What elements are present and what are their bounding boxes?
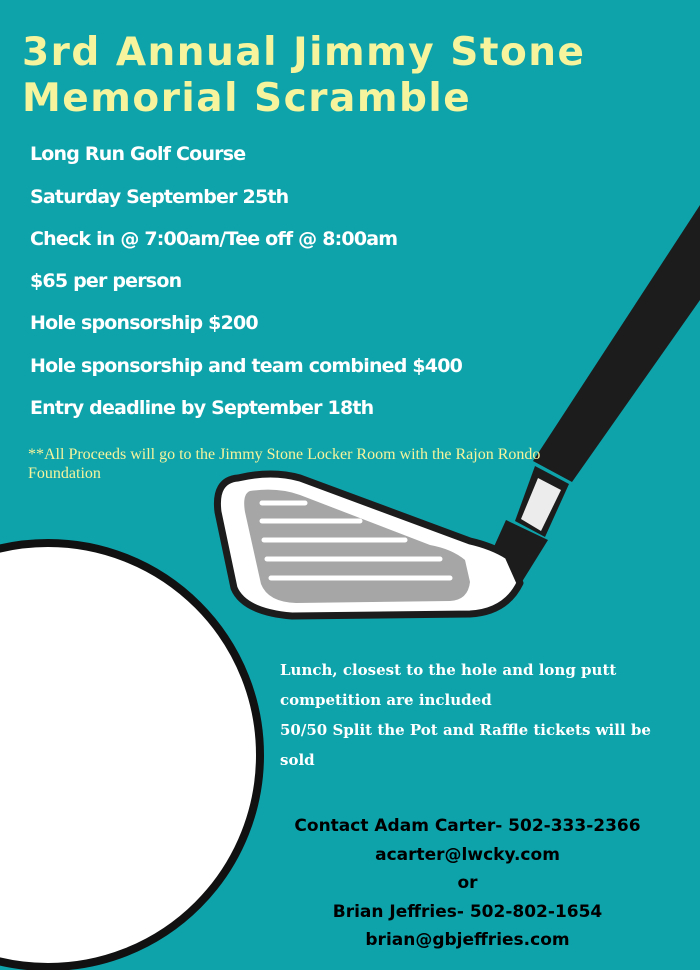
entry-deadline: Entry deadline by September 18th [30,397,374,419]
contact-or: or [457,873,478,893]
contact-brian-jeffries: Brian Jeffries- 502-802-1654 [332,901,603,922]
course-name: Long Run Golf Course [30,143,246,165]
perks-line-1: Lunch, closest to the hole and long putt [280,661,617,679]
contact-info [255,812,680,955]
hole-sponsorship-price: Hole sponsorship $200 [30,312,258,334]
price-per-person: $65 per person [30,270,182,292]
event-date: Saturday September 25th [30,186,289,208]
contact-email-adam: acarter@lwcky.com [375,844,560,865]
check-in-time: Check in @ 7:00am/Tee off @ 8:00am [30,228,398,250]
sponsorship-team-price: Hole sponsorship and team combined $400 [30,355,463,377]
event-title [22,30,586,122]
perks-line-3: 50/50 Split the Pot and Raffle tickets will be [280,721,651,739]
contact-email-brian: brian@gbjeffries.com [365,930,570,950]
contact-adam-carter: Contact Adam Carter- 502-333-2366 [294,816,641,836]
included-perks [280,655,700,775]
perks-line-2: competition are included [280,691,492,709]
event-title-line-1: 3rd Annual Jimmy Stone [22,30,586,75]
perks-line-4: sold [280,751,315,769]
event-title-line-2: Memorial Scramble [22,76,472,121]
golf-ball-icon [0,543,260,967]
proceeds-note: **All Proceeds will go to the Jimmy Stone Locker Room with the Rajon Rondo Foundation [28,446,541,482]
